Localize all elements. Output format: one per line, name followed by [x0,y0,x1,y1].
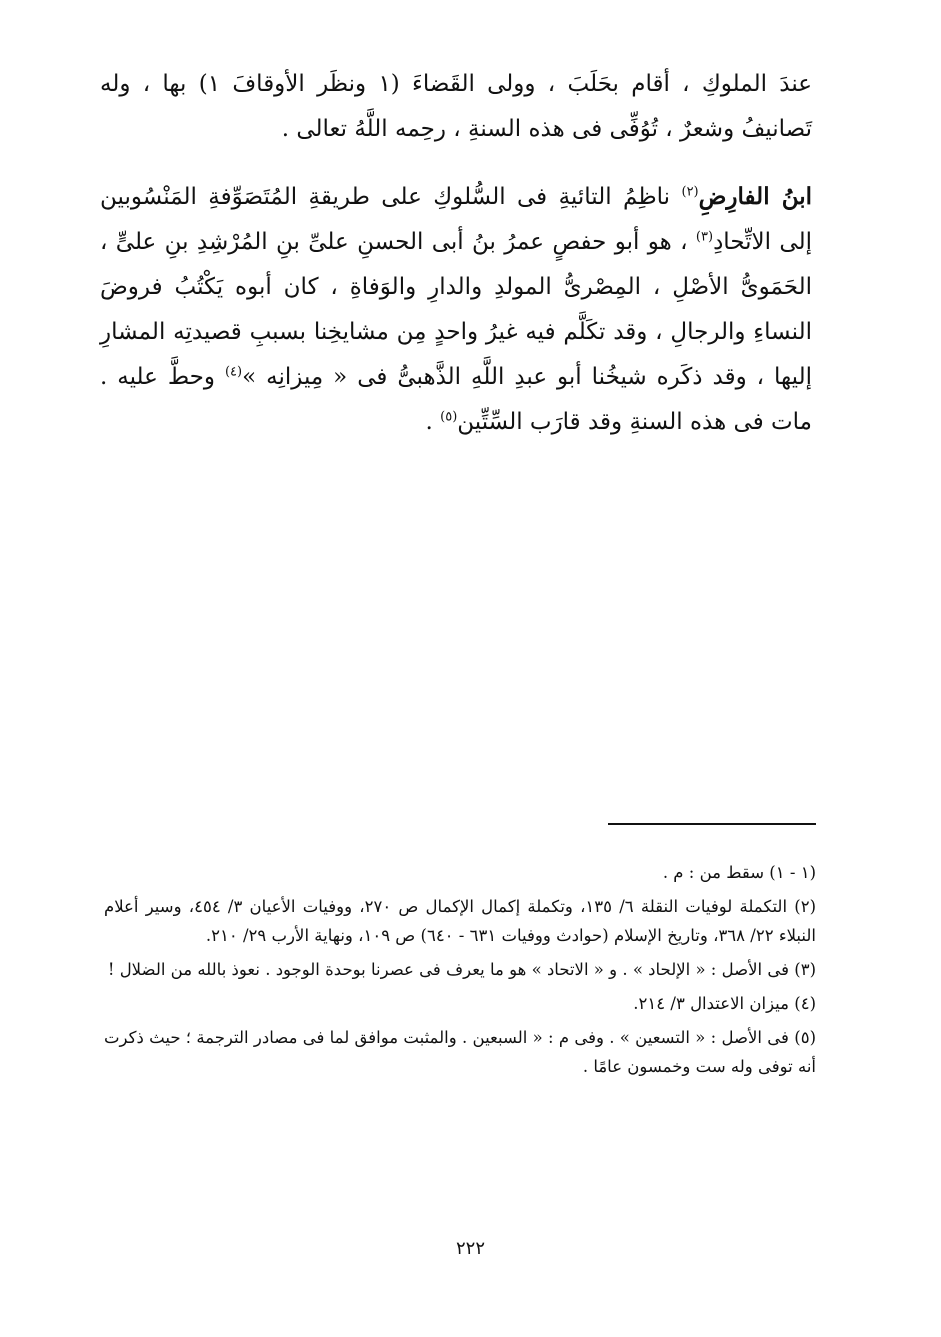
footnote-1: (١ - ١) سقط من : م . [662,863,816,882]
page-number: ٢٢٢ [455,1238,485,1259]
footnote-ref-3: (٣) [695,229,714,245]
main-text [100,62,812,445]
footnote-divider [608,823,816,825]
paragraph-2-text-b: ، هو أبو حفصٍ عمرُ بنُ أبى الحسنِ علىِّ بنِ المُرْشِدِ بنِ علىٍّ ، الحَمَوىُّ الأصْلِ ، المِصْرىُّ المولدِ والدارِ والوَفاةِ ، كان أبوه يَكْتُبُ فروضَ النساءِ والرجالِ ، وقد تكَلَّم فيه غيرُ واحدٍ مِن مشايخِنا بسببِ قصيدتِه المشارِ إليها ، وقد ذكَره شيخُنا أبو عبدِ اللَّهِ الذَّهبىُّ فى « مِيزانِه » [100,229,812,390]
footnote-4: (٤) ميزان الاعتدال ٣/ ٢١٤. [633,994,816,1013]
footnote-5: (٥) فى الأصل : « التسعين » . وفى م : « السبعين . والمثبت موافق لما فى مصادر الترجمة ؛ حيث ذكرت أنه توفى وله ست وخمسون عامًا . [104,1028,816,1076]
paragraph-2-text-a: ناظِمُ التائيةِ فى السُّلوكِ على طريقةِ المُتَصَوِّفةِ المَنْسُوبين إلى الاتِّحادِ [100,184,812,255]
biography-name: ابنُ الفارِضِ [698,183,812,210]
footnotes-section [104,858,816,1086]
paragraph-2-text-c: وحطَّ عليه . مات فى هذه السنةِ وقد قارَب السِّتِّين [100,364,812,435]
footnote-2: (٢) التكملة لوفيات النقلة ٦/ ١٣٥، وتكملة إكمال الإكمال ص ٢٧٠، ووفيات الأعيان ٣/ ٤٥٤، وسير أعلام النبلاء ٢٢/ ٣٦٨، وتاريخ الإسلام (حوادث ووفيات ٦٣١ - ٦٤٠) ص ١٠٩، ونهاية الأرب ٢٩/ ٢١٠. [104,897,816,945]
footnote-ref-4: (٤) [224,364,243,380]
paragraph-1 [100,62,812,152]
paragraph-2-text-d: . [425,409,441,435]
footnote-ref-2: (٢) [681,184,699,200]
footnote-3: (٣) فى الأصل : « الإلحاد » . و « الاتحاد » هو ما يعرف فى عصرنا بوحدة الوجود . نعوذ بالله من الضلال ! [107,960,816,979]
paragraph-1-text: عندَ الملوكِ ، أقام بحَلَبَ ، وولى القَضاءَ (١ ونظَر الأوقافَ ١) بها ، وله تَصانيفُ وشعرٌ ، تُوُفِّى فى هذه السنةِ ، رحِمه اللَّهُ تعالى . [100,71,813,142]
paragraph-2 [100,174,812,445]
footnote-ref-5: (٥) [440,409,458,425]
